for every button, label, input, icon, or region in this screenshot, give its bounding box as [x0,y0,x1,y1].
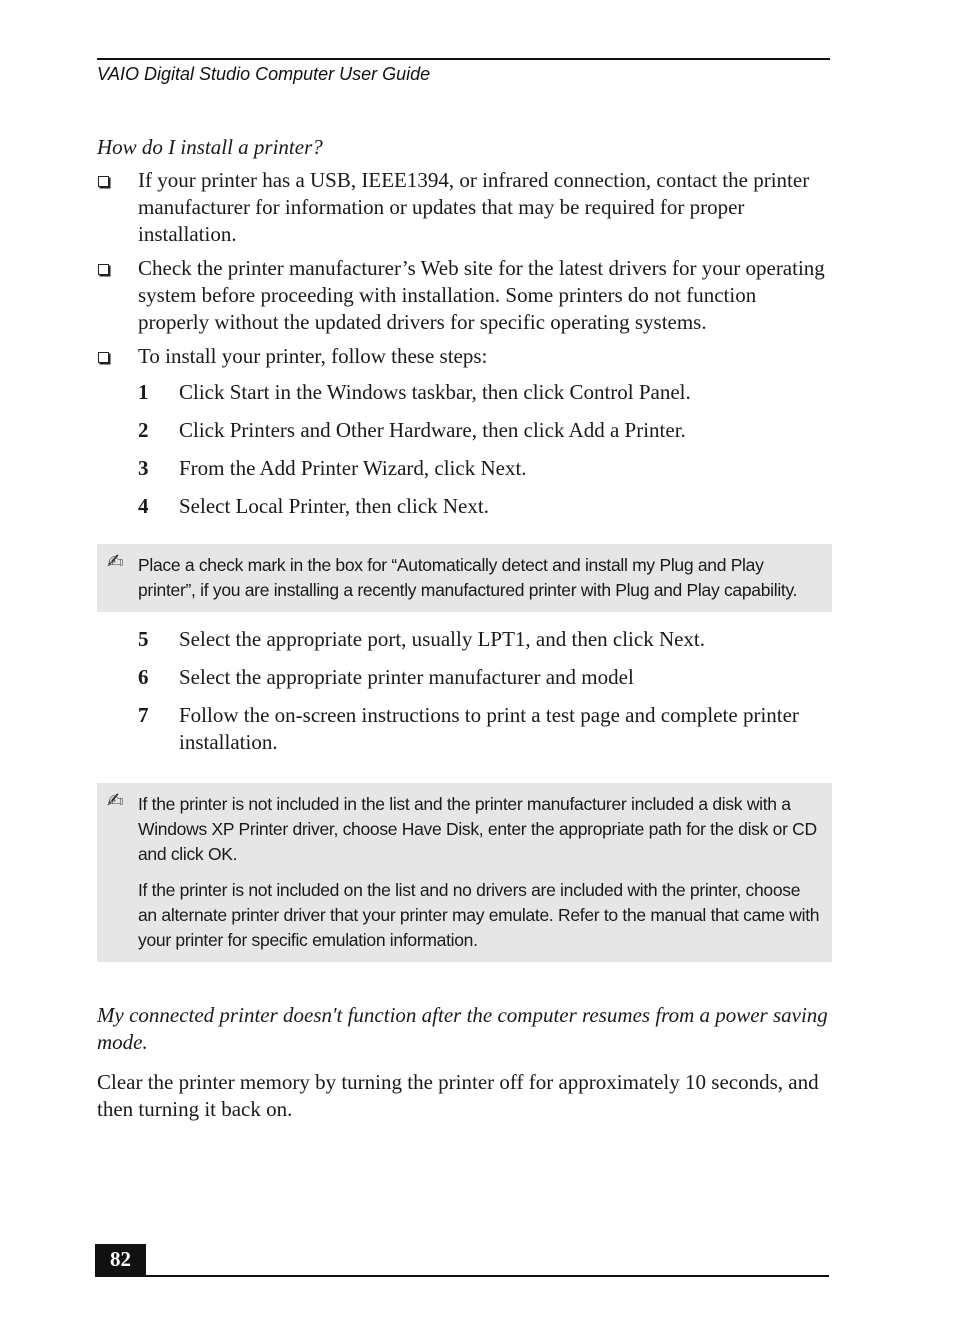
step-text: Click Printers and Other Hardware, then click Add a Printer. [179,418,686,442]
step-text: Select Local Printer, then click Next. [179,494,489,518]
note-text: If the printer is not included in the list and the printer manufacturer included a disk with a Windows XP Printer driver, choose Have Disk, enter the appropriate path for the disk or CD and click OK. [138,794,817,864]
bullet-item [97,167,832,248]
note-text: If the printer is not included on the list and no drivers are included with the printer, choose an alternate printer driver that your printer may emulate. Refer to the manual that came with your printer for specific emulation information. [138,880,820,950]
bullet-item [97,343,832,370]
step-item [138,664,832,691]
footer-rule [95,1275,829,1277]
pencil-note-icon: ✍ [107,790,124,812]
note-text: Place a check mark in the box for “Automatically detect and install my Plug and Play printer”, if you are installing a recently manufactured printer with Plug and Play capability. [138,555,798,600]
steps-list-a [138,379,832,520]
bullet-text: If your printer has a USB, IEEE1394, or infrared connection, contact the printer manufacturer for information or updates that may be required for proper installation. [138,168,810,246]
pencil-note-icon: ✍ [107,551,124,573]
step-text: Click Start in the Windows taskbar, then click Control Panel. [179,380,691,404]
step-number: 3 [138,456,149,480]
note-driver-disk [97,783,832,962]
step-text: Select the appropriate printer manufacturer and model [179,665,634,689]
step-text: Select the appropriate port, usually LPT1, and then click Next. [179,627,706,651]
page-number: 82 [95,1244,146,1276]
running-header: VAIO Digital Studio Computer User Guide [97,64,431,84]
step-item [138,702,832,756]
checkbox-bullet-icon [98,264,109,275]
step-number: 2 [138,418,149,442]
step-item [138,493,832,520]
bullet-text: Check the printer manufacturer’s Web site for the latest drivers for your operating system before proceeding with installation. Some printers do not function properly without the updated drivers for specific operating systems. [138,256,825,334]
page-content [97,134,832,1123]
note-plug-and-play [97,544,832,612]
question-printer-after-resume: My connected printer doesn't function after the computer resumes from a power saving mode. [97,1003,828,1054]
question-install-printer: How do I install a printer? [97,135,323,159]
step-number: 6 [138,665,149,689]
bullet-item [97,255,832,336]
bullet-text: To install your printer, follow these steps: [138,344,488,368]
step-item [138,455,832,482]
step-number: 5 [138,627,149,651]
step-text: From the Add Printer Wizard, click Next. [179,456,527,480]
checkbox-bullet-icon [98,352,109,363]
step-item [138,626,832,653]
header-rule [97,58,830,60]
checkbox-bullet-icon [98,176,109,187]
step-text: Follow the on-screen instructions to print a test page and complete printer installation. [179,703,799,754]
step-number: 1 [138,380,149,404]
step-number: 7 [138,703,149,727]
answer-paragraph: Clear the printer memory by turning the printer off for approximately 10 seconds, and then turning it back on. [97,1070,819,1121]
steps-list-b [138,626,832,756]
step-number: 4 [138,494,149,518]
step-item [138,379,832,406]
step-item [138,417,832,444]
